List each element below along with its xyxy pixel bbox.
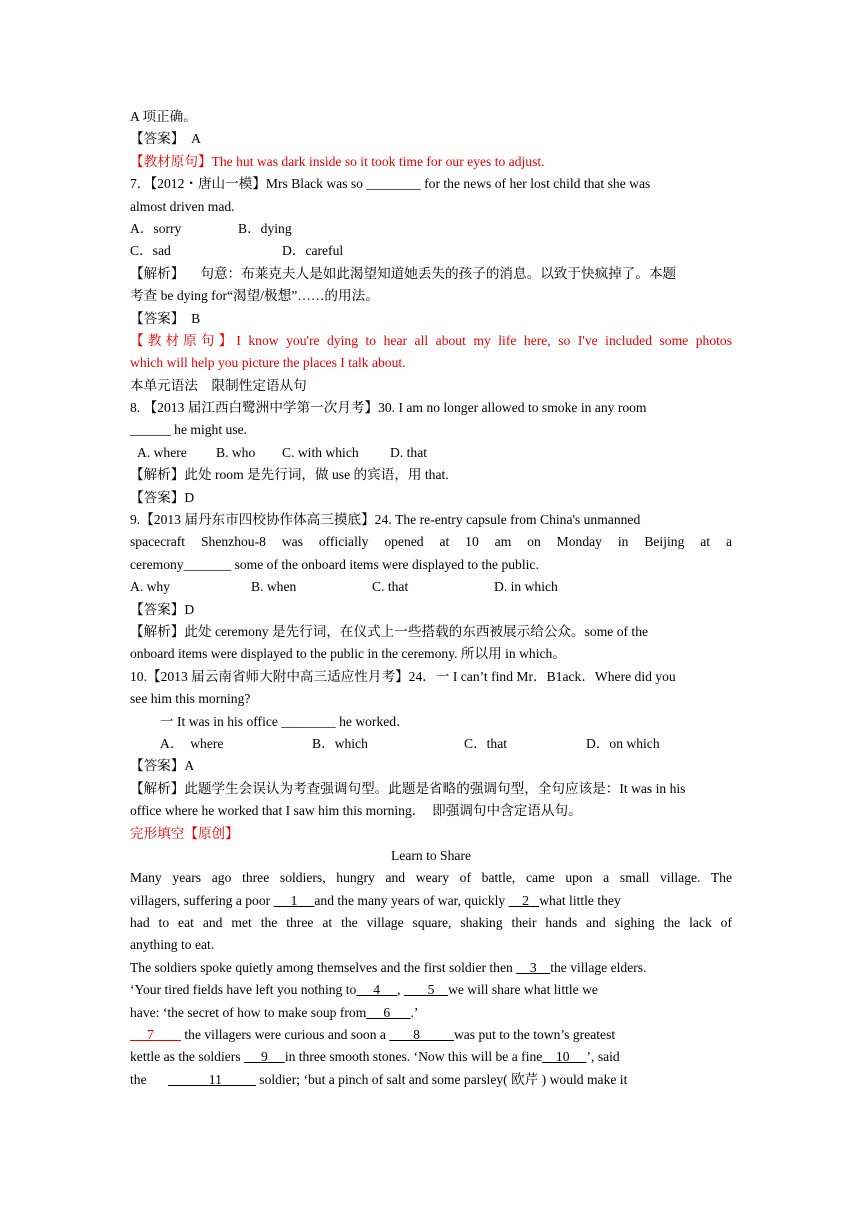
blank-number: 10	[555, 1049, 570, 1065]
option-a: A． where	[160, 735, 224, 751]
option-a: A．sorry	[130, 220, 182, 236]
text-line: A 项正确。	[130, 109, 197, 124]
analysis-line: 【解析】此处 ceremony 是先行词，在仪式上一些搭载的东西被展示给公众。some of the	[130, 623, 649, 639]
passage-text: was put to the town’s greatest	[453, 1027, 616, 1043]
answer-line: 【答案】D	[130, 601, 195, 617]
blank-9	[244, 1049, 285, 1064]
passage-text: have: ‘the secret of how to make soup from	[130, 1004, 367, 1020]
question-9: 9.【2013 届丹东市四校协作体高三摸底】24. The re-entry capsule from China's unmanned	[130, 512, 641, 528]
question-8: 8. 【2013 届江西白鹭洲中学第一次月考】30. I am no longer allowed to smoke in any room	[130, 400, 647, 416]
q8-options	[130, 442, 732, 464]
option-d: D. that	[390, 444, 427, 460]
blank-number: 4	[373, 982, 381, 998]
passage-text: what little they	[539, 892, 621, 908]
option-c: C．that	[464, 735, 508, 751]
question-10-dialogue: 一 It was in his office ________ he worked．	[160, 713, 410, 729]
q10-options	[130, 733, 732, 755]
answer-line: 【答案】 A	[130, 131, 201, 147]
passage-text: kettle as the soldiers	[130, 1049, 245, 1065]
question-7: 7．【2012・唐山一模】Mrs Black was so ________ for the news of her lost child that she was	[130, 176, 651, 192]
analysis-label: 【解析】	[130, 265, 185, 281]
blank-2	[509, 893, 540, 908]
section-heading: 本单元语法 限制性定语从句	[130, 377, 307, 393]
option-d: D．on which	[586, 735, 660, 751]
option-c: C．sad	[130, 243, 171, 259]
passage-line: had to eat and met the three at the village square, shaking their hands and sighing the lack of	[130, 915, 732, 931]
option-b: B. when	[251, 579, 297, 595]
analysis-line	[130, 263, 732, 285]
passage-text: ’, said	[586, 1049, 620, 1065]
textbook-sentence: 【教材原句】The hut was dark inside so it took time for our eyes to adjust.	[130, 153, 545, 169]
analysis-line-cont: office where he worked that I saw him this morning． 即强调句中含定语从句。	[130, 803, 582, 819]
passage-text: ,	[397, 982, 404, 998]
option-d: D．careful	[282, 243, 344, 259]
blank-6	[366, 1005, 410, 1020]
question-9-cont: ceremony_______ some of the onboard items were displayed to the public.	[130, 556, 539, 572]
analysis-text: 句意：布莱克夫人是如此渴望知道她丢失的孩子的消息。以致于快疯掉了。本题	[200, 265, 677, 281]
passage-line	[130, 1069, 732, 1091]
passage-line: Many years ago three soldiers, hungry and weary of battle, came upon a small village. The	[130, 870, 732, 886]
passage-text: The soldiers spoke quietly among themselves and the first soldier then	[130, 959, 517, 975]
blank-number: 2	[522, 892, 530, 908]
option-a: A. why	[130, 579, 171, 595]
answer-line: 【答案】D	[130, 489, 195, 505]
option-a: A. where	[137, 444, 187, 460]
question-10-cont: see him this morning?	[130, 691, 251, 707]
passage-line	[130, 1046, 732, 1068]
blank-5	[404, 982, 448, 997]
blank-number: 8	[413, 1027, 420, 1043]
option-b: B．which	[312, 735, 368, 751]
passage-text: the villagers were curious and soon a	[180, 1027, 390, 1043]
passage-line	[130, 979, 732, 1001]
question-10: 10.【2013 届云南省师大附中高三适应性月考】24．一 I can’t find Mr．B1ack．Where did you	[130, 668, 676, 684]
passage-line	[130, 957, 732, 979]
blank-number: 5	[427, 982, 435, 998]
blank-11	[168, 1072, 256, 1087]
passage-text: we will share what little we	[448, 982, 598, 998]
answer-line: 【答案】A	[130, 758, 195, 774]
option-c: C. that	[372, 579, 409, 595]
passage-line	[130, 890, 732, 912]
passage-line	[130, 1002, 732, 1024]
analysis-line-cont: 考查 be dying for“渴望/极想”……的用法。	[130, 288, 379, 304]
textbook-sentence: 【教材原句】I know you're dying to hear all about my life here, so I've included some photos	[130, 332, 732, 348]
option-b: B. who	[216, 444, 256, 460]
passage-text: in three smooth stones. ‘Now this will be a fine	[284, 1049, 543, 1065]
blank-7	[130, 1027, 181, 1042]
passage-text: and the many years of war, quickly	[314, 892, 509, 908]
answer-line: 【答案】 B	[130, 310, 201, 326]
q7-options-row2	[130, 240, 732, 262]
passage-line	[130, 1024, 732, 1046]
blank-10	[542, 1049, 586, 1064]
blank-1	[274, 893, 315, 908]
option-c: C. with which	[282, 444, 359, 460]
passage-text: the	[130, 1071, 151, 1087]
analysis-line-cont: onboard items were displayed to the public in the ceremony. 所以用 in which。	[130, 646, 566, 662]
blank-number: 1	[290, 892, 298, 908]
textbook-sentence-cont: which will help you picture the places I talk about.	[130, 355, 406, 371]
blank-number: 3	[529, 959, 537, 975]
q7-options-row1	[130, 218, 732, 240]
question-7-cont: almost driven mad.	[130, 198, 235, 214]
question-9-cont: spacecraft Shenzhou-8 was officially opened at 10 am on Monday in Beijing at a	[130, 534, 732, 550]
passage-text: soldier; ‘but a pinch of salt and some parsley( 欧芹 ) would make it	[255, 1071, 628, 1087]
blank-number: 7	[147, 1027, 154, 1043]
analysis-line: 【解析】此题学生会误认为考查强调句型。此题是省略的强调句型，全句应该是：It was in his	[130, 780, 686, 796]
blank-number: 11	[208, 1071, 222, 1087]
blank-number: 9	[261, 1049, 268, 1065]
passage-text: ‘Your tired fields have left you nothing to	[130, 982, 357, 998]
passage-text: villagers, suffering a poor	[130, 892, 274, 908]
option-d: D. in which	[494, 579, 558, 595]
passage-line: anything to eat.	[130, 937, 215, 953]
question-8-cont: ______ he might use.	[130, 422, 248, 438]
passage-text: the village elders.	[550, 959, 647, 975]
blank-4	[356, 982, 397, 997]
option-b: B．dying	[238, 220, 292, 236]
passage-title: Learn to Share	[390, 847, 472, 863]
analysis-line: 【解析】此处 room 是先行词，做 use 的宾语，用 that.	[130, 467, 449, 483]
passage-text: .’	[410, 1004, 419, 1020]
cloze-heading: 完形填空【原创】	[130, 825, 239, 841]
blank-3	[516, 960, 550, 975]
blank-number: 6	[383, 1004, 391, 1020]
q9-options	[130, 576, 732, 598]
document-content	[130, 106, 732, 1091]
blank-8	[389, 1027, 454, 1042]
